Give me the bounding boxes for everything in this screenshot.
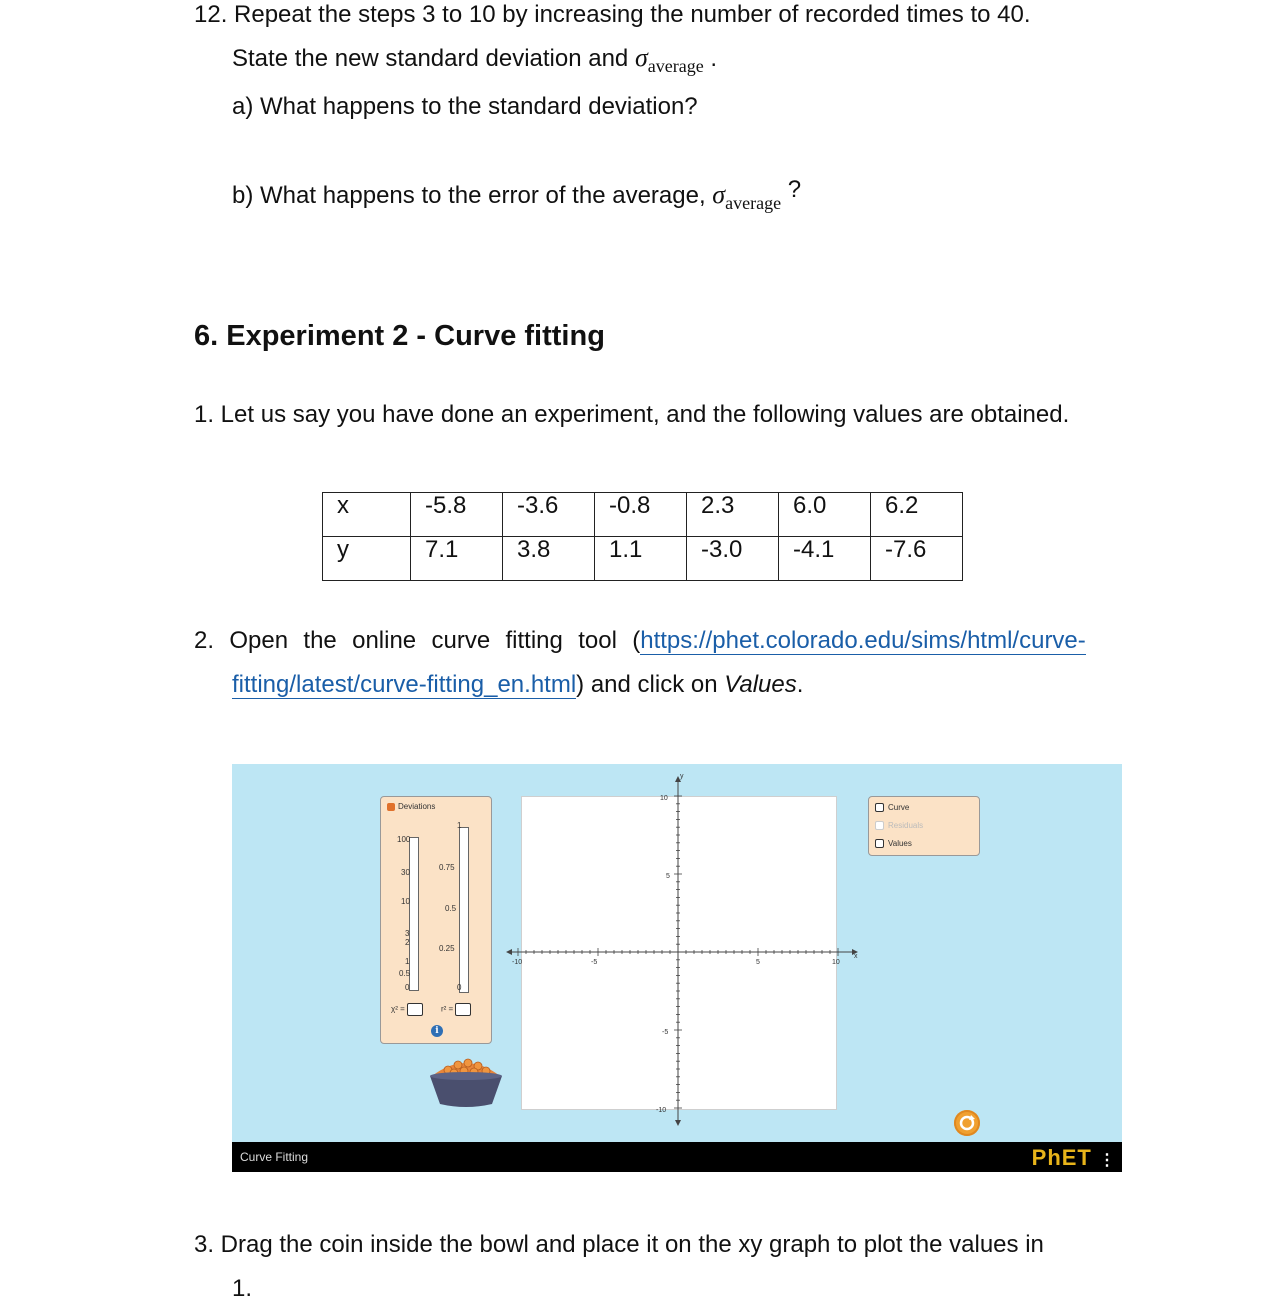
table-cell: -3.0	[687, 537, 779, 581]
q12-b	[232, 176, 802, 213]
chi-value-box	[407, 1003, 423, 1016]
sigma-symbol: σ	[712, 180, 726, 209]
collapse-icon[interactable]	[387, 803, 395, 811]
chi-squared-bar	[409, 837, 419, 991]
chi-label: χ² =	[391, 1004, 405, 1014]
x-tick-label: -5	[591, 959, 598, 966]
checkbox-icon[interactable]	[875, 839, 884, 848]
chi-value	[391, 1003, 423, 1016]
step1-text: 1. Let us say you have done an experiment, and the following values are obtained.	[194, 401, 1070, 428]
y-ticks	[674, 796, 682, 1108]
sigma-subscript: average	[725, 193, 782, 213]
phet-brand-text: PhET	[1031, 1145, 1092, 1170]
table-row-label: y	[323, 537, 411, 581]
table-cell: -7.6	[871, 537, 963, 581]
values-checkbox[interactable]	[875, 839, 912, 848]
curve-option-label: Curve	[888, 803, 910, 812]
values-option-label: Values	[888, 839, 912, 848]
phet-logo[interactable]	[1032, 1145, 1116, 1171]
r-value	[441, 1003, 471, 1016]
x-tick-label: 5	[756, 959, 760, 966]
x-tick-label: 10	[832, 959, 840, 966]
y-tick-label: -10	[656, 1107, 667, 1114]
x-tick-label: -10	[512, 959, 523, 966]
r-squared-bar	[459, 827, 469, 993]
x-axis-label: x	[854, 953, 858, 960]
table-row-y	[323, 537, 963, 581]
chi-tick-label: 10	[401, 897, 410, 906]
step2-tail: ) and click on	[576, 671, 725, 698]
r-label: r² =	[441, 1004, 454, 1014]
bowl	[430, 1076, 502, 1107]
r-tick-label: 0.75	[439, 863, 455, 872]
y-tick-label: 5	[666, 873, 670, 880]
chi-tick-label: 1	[405, 957, 410, 966]
y-tick-label: -5	[662, 1029, 669, 1036]
chi-tick-label: 0	[405, 983, 410, 992]
table-cell: -5.8	[411, 493, 503, 537]
table-cell: -3.6	[503, 493, 595, 537]
table-cell: 3.8	[503, 537, 595, 581]
reset-icon	[954, 1110, 980, 1136]
table-cell: -4.1	[779, 537, 871, 581]
q12-line1: 12. Repeat the steps 3 to 10 by increasing the number of recorded times to 40.	[194, 1, 1031, 28]
step3-line2: 1.	[232, 1275, 253, 1302]
table-cell: 6.0	[779, 493, 871, 537]
checkbox-icon[interactable]	[875, 821, 884, 830]
chi-tick-label: 100	[397, 835, 411, 844]
deviations-panel	[380, 796, 492, 1044]
curve-fitting-link-part2[interactable]: fitting/latest/curve-fitting_en.html	[232, 671, 577, 698]
step2-line2	[232, 670, 803, 700]
step2-lead: 2. Open the online curve fitting tool (	[194, 627, 641, 654]
chi-tick-label: 3	[405, 929, 410, 938]
deviations-header[interactable]	[387, 802, 435, 811]
graph-axes	[502, 770, 862, 1126]
q12-b-text: b) What happens to the error of the average,	[232, 182, 706, 209]
curve-fitting-link-part1[interactable]: https://phet.colorado.edu/sims/html/curve-	[640, 627, 1086, 654]
coin-bowl[interactable]	[428, 1056, 504, 1108]
step2-line1	[194, 626, 1086, 656]
chi-tick-label: 30	[401, 868, 410, 877]
sim-navbar	[232, 1142, 1122, 1172]
table-cell: 7.1	[411, 537, 503, 581]
q12-a: a) What happens to the standard deviation?	[232, 93, 698, 120]
r-tick-label: 0.5	[445, 904, 457, 913]
values-word: Values	[724, 671, 797, 698]
info-icon[interactable]	[431, 1025, 443, 1037]
curve-fitting-sim	[232, 764, 1122, 1172]
data-table	[322, 492, 963, 581]
curve-checkbox[interactable]	[875, 803, 909, 812]
q12-b-end: ?	[787, 176, 802, 203]
table-cell: 1.1	[595, 537, 687, 581]
x-axis-arrow-icon	[506, 949, 512, 955]
q12-line2-end: .	[710, 45, 718, 72]
chi-tick-label: 0.5	[399, 969, 411, 978]
step3-line1: 3. Drag the coin inside the bowl and place it on the xy graph to plot the values in	[194, 1231, 1044, 1258]
residuals-checkbox[interactable]	[875, 821, 923, 830]
table-cell: 6.2	[871, 493, 963, 537]
sim-title: Curve Fitting	[240, 1150, 309, 1164]
y-tick-label: 10	[660, 795, 668, 802]
y-axis-label: y	[680, 773, 684, 780]
step2-end: .	[796, 671, 804, 698]
sigma-symbol: σ	[634, 43, 648, 72]
table-row-label: x	[323, 493, 411, 537]
checkbox-icon[interactable]	[875, 803, 884, 812]
r-value-box	[455, 1003, 471, 1016]
residuals-option-label: Residuals	[888, 821, 924, 830]
r-tick-label: 0.25	[439, 944, 455, 953]
options-panel	[868, 796, 980, 856]
table-cell: 2.3	[687, 493, 779, 537]
q12-line2	[232, 43, 717, 75]
info-letter: i	[435, 1026, 439, 1036]
chi-tick-label: 2	[405, 938, 410, 947]
deviations-label: Deviations	[398, 802, 436, 811]
menu-icon[interactable]: ⋮	[1099, 1152, 1116, 1169]
q12-line2-text: State the new standard deviation and	[232, 45, 629, 72]
r-tick-label: 0	[457, 983, 462, 992]
table-cell: -0.8	[595, 493, 687, 537]
r-tick-label: 1	[457, 821, 462, 830]
table-row-x	[323, 493, 963, 537]
section-heading: 6. Experiment 2 - Curve fitting	[194, 320, 605, 352]
sigma-subscript: average	[647, 56, 704, 76]
y-axis-arrow-icon	[675, 1120, 681, 1126]
reset-button[interactable]	[954, 1110, 980, 1136]
